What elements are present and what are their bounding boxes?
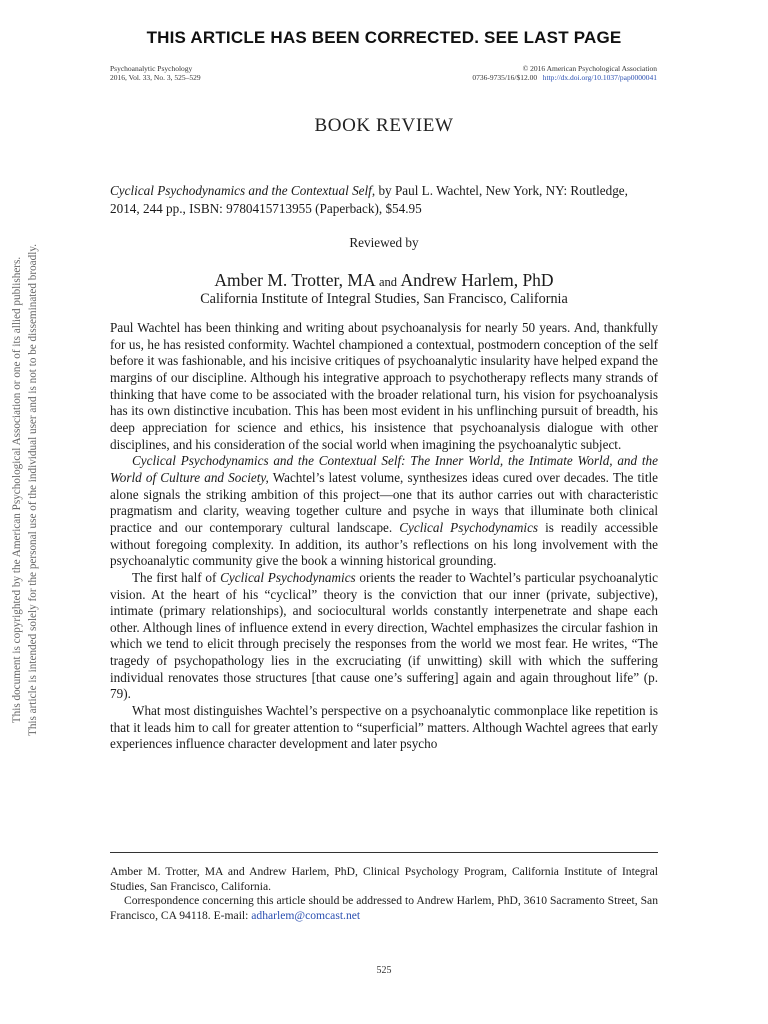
journal-issue: 2016, Vol. 33, No. 3, 525–529 <box>110 73 201 82</box>
author-note: Amber M. Trotter, MA and Andrew Harlem, PhD, Clinical Psychology Program, California Institute of Integral Studies, San Francisco, California. <box>110 865 658 893</box>
book-title: Cyclical Psychodynamics and the Contextual Self <box>110 183 372 198</box>
author-conjunction: and <box>379 275 398 289</box>
reviewed-by: Reviewed by <box>349 235 419 250</box>
paragraph-2-full-title: Cyclical Psychodynamics and the Contextual Self: The Inner World, the Intimate World, and the World of Culture and Society, <box>110 453 658 485</box>
footnotes <box>110 865 658 923</box>
journal-copyright-block <box>472 64 657 82</box>
footnote-divider <box>110 852 658 853</box>
paragraph-2-text-a: Wachtel’s latest volume, synthesizes ideas cured over decades. The title alone signals the striking ambition of this project—one that its author carries out with characteristic pragmatism and clarity, weaving together culture and psyche in ways that illuminate both clinical practice and our contemporary cultural landscape. <box>110 469 659 535</box>
article-body <box>110 320 658 753</box>
email-link[interactable]: adharlem@comcast.net <box>251 908 361 922</box>
copyright-line: © 2016 American Psychological Association <box>522 64 657 73</box>
correspondence-text: Correspondence concerning this article should be addressed to Andrew Harlem, PhD, 3610 Sacramento Street, San Francisco, CA 94118. E-mail: <box>110 894 658 922</box>
paragraph-3 <box>110 570 658 703</box>
price-doi-line <box>472 73 657 82</box>
page-number: 525 <box>376 965 392 976</box>
paragraph-1: Paul Wachtel has been thinking and writing about psychoanalysis for nearly 50 years. And, thankfully for us, he has resisted conformity. Wachtel championed a contextual, postmodern conception of the self before it was fashionable, and his incisive critiques of psychoanalytic insularity have helped expand the margins of our discipline. Although his integrative approach to psychotherapy reflects many strands of thinking that have come to be associated with the broader relational turn, his vision for psychoanalysis has its own distinctive incubation. This has been most evident in his unflinching pursuit of breadth, his deep appreciation for science and ethics, his insistence that psychoanalysis dialogue with other disciplines, and his consideration of the social world when imagining the psychoanalytic subject. <box>110 320 658 452</box>
journal-name: Psychoanalytic Psychology <box>110 64 193 73</box>
correction-banner: THIS ARTICLE HAS BEEN CORRECTED. SEE LAST PAGE <box>146 28 622 47</box>
side-notice-line-2: This article is intended solely for the personal use of the individual user and is not to be disseminated broadly. <box>27 243 39 737</box>
paragraph-3-text-a: The first half of <box>132 569 221 585</box>
author-first: Amber M. Trotter, MA <box>214 270 375 290</box>
book-citation <box>110 182 658 218</box>
journal-info <box>110 64 201 82</box>
affiliation: California Institute of Integral Studies, San Francisco, California <box>200 291 568 307</box>
doi-link[interactable]: http://dx.doi.org/10.1037/pap0000041 <box>542 73 657 82</box>
author-second: Andrew Harlem, PhD <box>400 270 554 290</box>
book-details: , by Paul L. Wachtel, New York, NY: Routledge, 2014, 244 pp., ISBN: 9780415713955 (Paperback), $54.95 <box>110 183 628 216</box>
correspondence-note <box>110 894 658 923</box>
side-notice-line-1: This document is copyrighted by the American Psychological Association or one of its allied publishers. <box>11 256 23 724</box>
author-line <box>0 270 768 291</box>
paragraph-3-title: Cyclical Psychodynamics <box>220 569 356 585</box>
paragraph-2-text-b: is readily accessible without foregoing complexity. In addition, its author’s reflections on his long involvement with the psychoanalytic community give the book a winning historical grounding. <box>110 519 658 569</box>
paragraph-2 <box>110 453 658 570</box>
section-title: BOOK REVIEW <box>314 115 454 136</box>
paragraph-3-text-b: orients the reader to Wachtel’s particular psychoanalytic vision. At the heart of his “cyclical” theory is the conviction that our inner (private, subjective), intimate (primary relationships), and sociocultural worlds constantly interpenetrate and shape each other. Although lines of influence extend in every direction, Wachtel emphasizes the circular fashion in which we tend to elicit through precisely the responses from the world we most fear. He writes, “The tragedy of psychopathology lies in the excruciating (if unwitting) skill with which the suffering individual renovates those structures [that cause one’s suffering] again and again throughout life” (p. 79). <box>110 569 658 702</box>
paragraph-4: What most distinguishes Wachtel’s perspective on a psychoanalytic commonplace like repetition is that it leads him to call for greater attention to “superficial” matters. Although Wachtel agrees that early experiences influence character development and later psycho <box>110 703 658 752</box>
price-code: 0736-9735/16/$12.00 <box>472 73 538 82</box>
paragraph-2-short-title: Cyclical Psychodynamics <box>399 519 539 535</box>
